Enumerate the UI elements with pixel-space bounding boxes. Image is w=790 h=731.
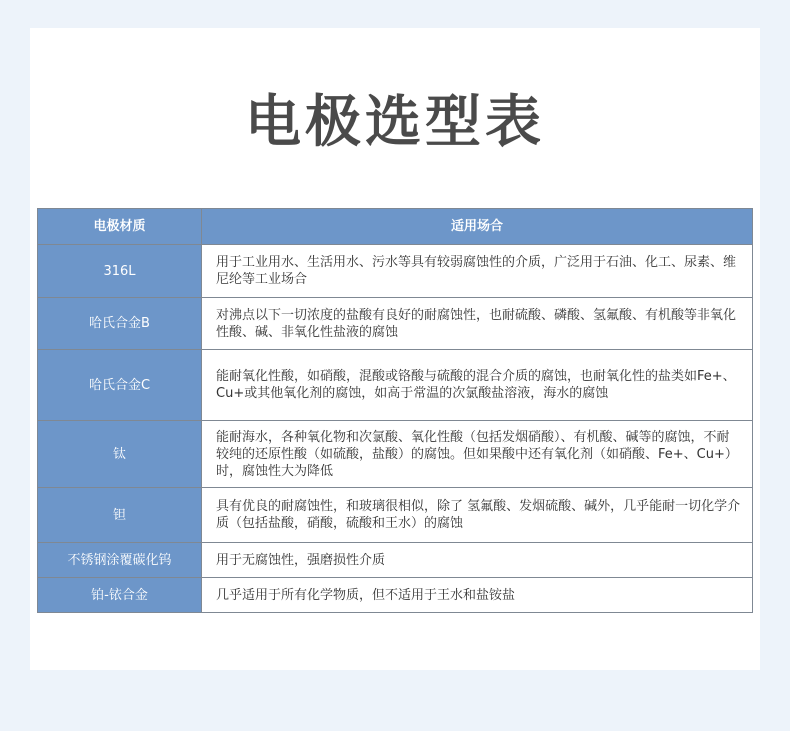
- table-row: [38, 421, 753, 488]
- table-row: [38, 245, 753, 298]
- material-cell: 哈氏合金C: [38, 350, 202, 421]
- material-cell: 316L: [38, 245, 202, 298]
- table-row: [38, 298, 753, 350]
- application-cell: 用于无腐蚀性，强磨损性介质: [202, 543, 753, 578]
- electrode-selection-table: [37, 208, 753, 613]
- application-cell: 具有优良的耐腐蚀性，和玻璃很相似，除了 氢氟酸、发烟硫酸、碱外，几乎能耐一切化学介质（包括盐酸，硝酸，硫酸和王水）的腐蚀: [202, 488, 753, 543]
- table-row: [38, 350, 753, 421]
- material-cell: 钛: [38, 421, 202, 488]
- table-row: [38, 578, 753, 613]
- material-cell: 不锈钢涂覆碳化钨: [38, 543, 202, 578]
- application-cell: 能耐海水，各种氧化物和次氯酸、氧化性酸（包括发烟硝酸）、有机酸、碱等的腐蚀，不耐较纯的还原性酸（如硫酸，盐酸）的腐蚀。但如果酸中还有氧化剂（如硝酸、Fe+、Cu+）时，腐蚀性大为降低: [202, 421, 753, 488]
- application-cell: 用于工业用水、生活用水、污水等具有较弱腐蚀性的介质，广泛用于石油、化工、尿素、维尼纶等工业场合: [202, 245, 753, 298]
- page-title: 电极选型表: [245, 90, 545, 155]
- material-cell: 哈氏合金B: [38, 298, 202, 350]
- material-cell: 铂-铱合金: [38, 578, 202, 613]
- table-header-row: [38, 209, 753, 245]
- table-row: [38, 488, 753, 543]
- material-cell: 钽: [38, 488, 202, 543]
- column-header-application: 适用场合: [202, 209, 753, 245]
- application-cell: 几乎适用于所有化学物质，但不适用于王水和盐铵盐: [202, 578, 753, 613]
- application-cell: 对沸点以下一切浓度的盐酸有良好的耐腐蚀性，也耐硫酸、磷酸、氢氟酸、有机酸等非氧化性酸、碱、非氧化性盐液的腐蚀: [202, 298, 753, 350]
- column-header-material: 电极材质: [38, 209, 202, 245]
- table-row: [38, 543, 753, 578]
- application-cell: 能耐氧化性酸，如硝酸，混酸或铬酸与硫酸的混合介质的腐蚀，也耐氧化性的盐类如Fe+、Cu+或其他氧化剂的腐蚀，如高于常温的次氯酸盐溶液，海水的腐蚀: [202, 350, 753, 421]
